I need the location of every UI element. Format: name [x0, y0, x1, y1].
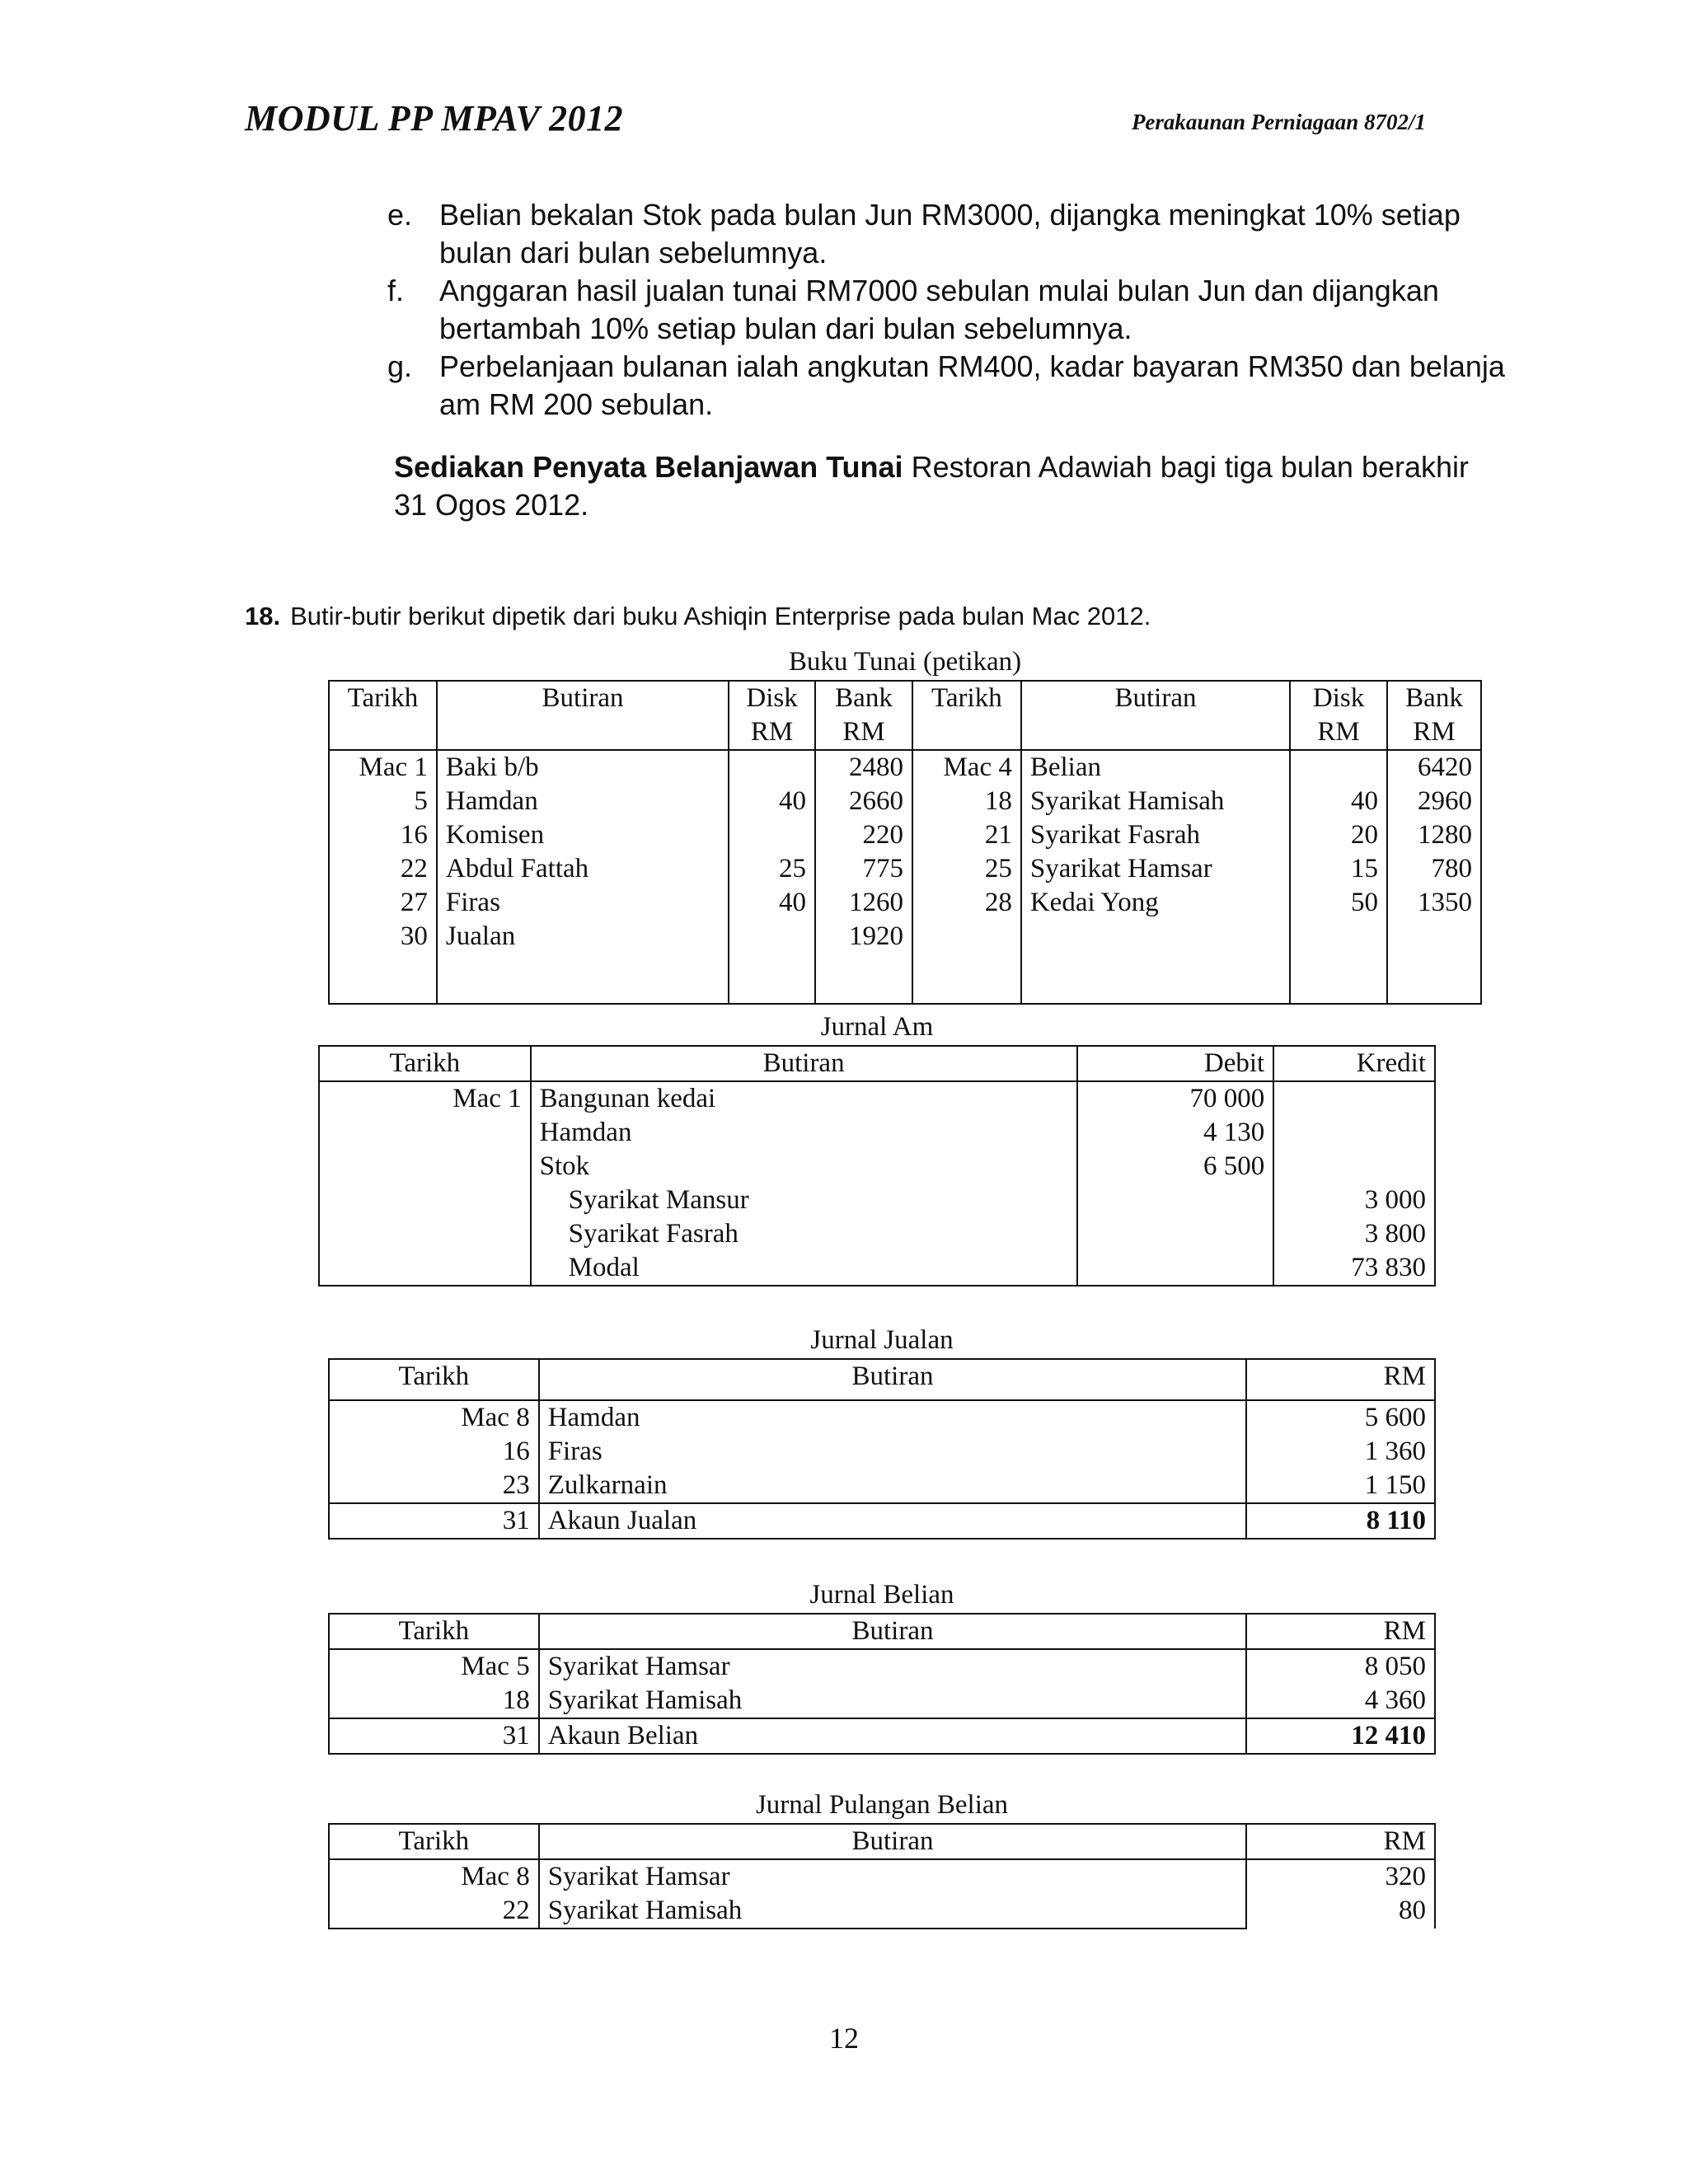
table-row [319, 1217, 1435, 1251]
jurnal-am-caption: Jurnal Am [820, 1012, 934, 1042]
cell: 27 [400, 888, 428, 917]
cell: 2960 [1387, 785, 1481, 818]
cell: Syarikat Fasrah [1021, 818, 1290, 852]
col-header: RM [1246, 1824, 1435, 1859]
list-item-text: Anggaran hasil jualan tunai RM7000 sebulan mulai bulan Jun dan dijangkan bertambah 10% setiap bulan dari bulan sebelumnya. [439, 274, 1439, 345]
table-row [319, 1150, 1435, 1183]
cell [1077, 1183, 1274, 1217]
cell: Abdul Fattah [437, 852, 729, 886]
table-row [319, 1183, 1435, 1217]
cell: Mac 1 [452, 1084, 522, 1113]
col-header: Tarikh [329, 681, 437, 750]
cell [1387, 920, 1481, 1004]
cell: Mac 1 [359, 752, 428, 782]
cell: Modal [531, 1251, 1077, 1286]
cell: 1920 [815, 920, 912, 1004]
jurnal-belian-table [328, 1613, 1436, 1755]
cell [1290, 750, 1387, 785]
cell: 8 050 [1246, 1649, 1435, 1684]
table-row [329, 1859, 1435, 1894]
table-header-row [329, 681, 1481, 750]
cell [319, 1183, 531, 1217]
table-row [319, 1251, 1435, 1286]
cell [1273, 1116, 1435, 1150]
cell: 2660 [815, 785, 912, 818]
cell: 16 [400, 820, 428, 850]
cell: 780 [1387, 852, 1481, 886]
cell: Hamdan [437, 785, 729, 818]
cell [319, 1116, 531, 1150]
cell: 73 830 [1273, 1251, 1435, 1286]
table-row [329, 1894, 1435, 1929]
cell: Kedai Yong [1021, 886, 1290, 920]
cell [1077, 1217, 1274, 1251]
col-header: Tarikh [329, 1824, 539, 1859]
cell: Bangunan kedai [531, 1081, 1077, 1116]
total-row [329, 1718, 1435, 1754]
cell: 4 360 [1246, 1684, 1435, 1718]
col-header: Butiran [1021, 681, 1290, 750]
cell [1290, 920, 1387, 1004]
cell: 31 [329, 1718, 539, 1754]
jurnal-pulangan-belian-table [328, 1823, 1436, 1929]
table-header-row [329, 1359, 1435, 1400]
cell: Syarikat Hamisah [539, 1894, 1247, 1929]
cell [1273, 1081, 1435, 1116]
list-item-key: e. [387, 198, 413, 232]
cell: Akaun Belian [539, 1718, 1247, 1754]
cell: Syarikat Fasrah [531, 1217, 1077, 1251]
item-list [387, 196, 1525, 424]
cell: 40 [729, 785, 815, 818]
col-header: Kredit [1273, 1046, 1435, 1081]
jurnal-pulangan-belian-caption: Jurnal Pulangan Belian [755, 1790, 1009, 1820]
cell: 80 [1246, 1894, 1435, 1929]
total-value: 12 410 [1246, 1718, 1435, 1754]
cell [912, 920, 1021, 1004]
question-text: Butir-butir berikut dipetik dari buku Ashiqin Enterprise pada bulan Mac 2012. [290, 602, 1151, 630]
cell: Komisen [437, 818, 729, 852]
cell: 20 [1290, 818, 1387, 852]
cell: 3 800 [1273, 1217, 1435, 1251]
buku-tunai-caption: Buku Tunai (petikan) [788, 647, 1022, 677]
cell: Firas [437, 886, 729, 920]
table-row [329, 1649, 1435, 1684]
cell: 30 [400, 921, 428, 951]
cell: 22 [329, 1894, 539, 1929]
cell: 6 500 [1077, 1150, 1274, 1183]
table-row [329, 920, 1481, 1004]
cell [729, 750, 815, 785]
cell: 25 [729, 852, 815, 886]
jurnal-belian-caption: Jurnal Belian [809, 1580, 954, 1610]
cell: 1350 [1387, 886, 1481, 920]
table-header-row [329, 1614, 1435, 1649]
col-header: Butiran [437, 681, 729, 750]
col-header: RM [1246, 1359, 1435, 1400]
question-number: 18. [245, 602, 281, 630]
total-row [329, 1503, 1435, 1539]
cell: Syarikat Hamisah [539, 1684, 1247, 1718]
cell: Jualan [437, 920, 729, 1004]
cell: 28 [912, 886, 1021, 920]
cell: Stok [531, 1150, 1077, 1183]
jurnal-am-table [318, 1045, 1436, 1286]
table-row [329, 1400, 1435, 1435]
cell: Firas [539, 1435, 1247, 1469]
task-bold: Sediakan Penyata Belanjawan Tunai [394, 450, 903, 484]
cell: 70 000 [1077, 1081, 1274, 1116]
cell [729, 818, 815, 852]
cell: 50 [1290, 886, 1387, 920]
cell: 2480 [815, 750, 912, 785]
cell: 6420 [1387, 750, 1481, 785]
list-item-text: Perbelanjaan bulanan ialah angkutan RM400, kadar bayaran RM350 dan belanja am RM 200 sebulan. [439, 349, 1505, 421]
col-header: Bank RM [1387, 681, 1481, 750]
cell [319, 1150, 531, 1183]
cell: Mac 4 [912, 750, 1021, 785]
col-header: Tarikh [329, 1614, 539, 1649]
col-header: Disk RM [1290, 681, 1387, 750]
cell: 1280 [1387, 818, 1481, 852]
cell [319, 1217, 531, 1251]
col-header: Butiran [539, 1359, 1247, 1400]
cell: 16 [502, 1436, 530, 1466]
list-item-key: g. [387, 349, 413, 383]
cell: Syarikat Hamsar [1021, 852, 1290, 886]
jurnal-jualan-table [328, 1358, 1436, 1540]
cell: 40 [1290, 785, 1387, 818]
list-item [387, 196, 1525, 272]
table-row [319, 1081, 1435, 1116]
buku-tunai-table [328, 680, 1482, 1005]
cell: 4 130 [1077, 1116, 1274, 1150]
cell: 23 [502, 1470, 530, 1500]
cell: Syarikat Mansur [531, 1183, 1077, 1217]
cell: 18 [502, 1685, 530, 1715]
total-value: 8 110 [1246, 1503, 1435, 1539]
table-header-row [319, 1046, 1435, 1081]
page-number: 12 [829, 2022, 859, 2055]
col-header: Debit [1077, 1046, 1274, 1081]
table-row [329, 750, 1481, 785]
cell: Zulkarnain [539, 1469, 1247, 1503]
col-header: RM [1246, 1614, 1435, 1649]
table-row [329, 785, 1481, 818]
cell: 5 600 [1246, 1400, 1435, 1435]
col-header: Tarikh [912, 681, 1021, 750]
cell: 18 [912, 785, 1021, 818]
col-header: Bank RM [815, 681, 912, 750]
cell: Syarikat Hamisah [1021, 785, 1290, 818]
cell: 15 [1290, 852, 1387, 886]
col-header: Tarikh [329, 1359, 539, 1400]
jurnal-jualan-caption: Jurnal Jualan [810, 1325, 954, 1355]
col-header: Butiran [531, 1046, 1077, 1081]
table-row [319, 1116, 1435, 1150]
cell: 40 [729, 886, 815, 920]
cell [729, 920, 815, 1004]
col-header: Butiran [539, 1824, 1247, 1859]
table-row [329, 818, 1481, 852]
col-header: Tarikh [319, 1046, 531, 1081]
table-header-row [329, 1824, 1435, 1859]
cell: Hamdan [539, 1400, 1247, 1435]
cell: 220 [815, 818, 912, 852]
list-item-key: f. [387, 274, 405, 307]
cell [319, 1251, 531, 1286]
cell: Hamdan [531, 1116, 1077, 1150]
cell: 320 [1246, 1859, 1435, 1894]
question-18 [245, 602, 1151, 631]
list-item [387, 272, 1525, 348]
col-header: Disk RM [729, 681, 815, 750]
cell: 22 [400, 854, 428, 883]
cell: Syarikat Hamsar [539, 1649, 1247, 1684]
table-row [329, 1435, 1435, 1469]
cell: 1260 [815, 886, 912, 920]
cell: Belian [1021, 750, 1290, 785]
cell: Mac 8 [461, 1403, 530, 1432]
cell [1077, 1251, 1274, 1286]
cell: Baki b/b [437, 750, 729, 785]
cell: 25 [912, 852, 1021, 886]
cell: Mac 8 [461, 1862, 530, 1891]
table-row [329, 886, 1481, 920]
table-row [329, 1684, 1435, 1718]
table-row [329, 852, 1481, 886]
task-instruction [394, 448, 1482, 524]
list-item-text: Belian bekalan Stok pada bulan Jun RM3000, dijangka meningkat 10% setiap bulan dari bulan sebelumnya. [439, 198, 1461, 269]
cell: Akaun Jualan [539, 1503, 1247, 1539]
cell: 21 [912, 818, 1021, 852]
list-item [387, 348, 1525, 424]
cell: 3 000 [1273, 1183, 1435, 1217]
cell [1273, 1150, 1435, 1183]
col-header: Butiran [539, 1614, 1247, 1649]
cell: 31 [329, 1503, 539, 1539]
cell: Syarikat Hamsar [539, 1859, 1247, 1894]
cell: 1 150 [1246, 1469, 1435, 1503]
cell [1021, 920, 1290, 1004]
cell: Mac 5 [461, 1652, 530, 1681]
cell: 5 [414, 786, 428, 816]
cell: 775 [815, 852, 912, 886]
cell: 1 360 [1246, 1435, 1435, 1469]
table-row [329, 1469, 1435, 1503]
task-rest: Restoran Adawiah bagi tiga bulan berakhir 31 Ogos 2012. [394, 450, 1470, 522]
page-header-subtitle: Perakaunan Perniagaan 8702/1 [1131, 110, 1426, 134]
page-header-title: MODUL PP MPAV 2012 [245, 98, 624, 138]
